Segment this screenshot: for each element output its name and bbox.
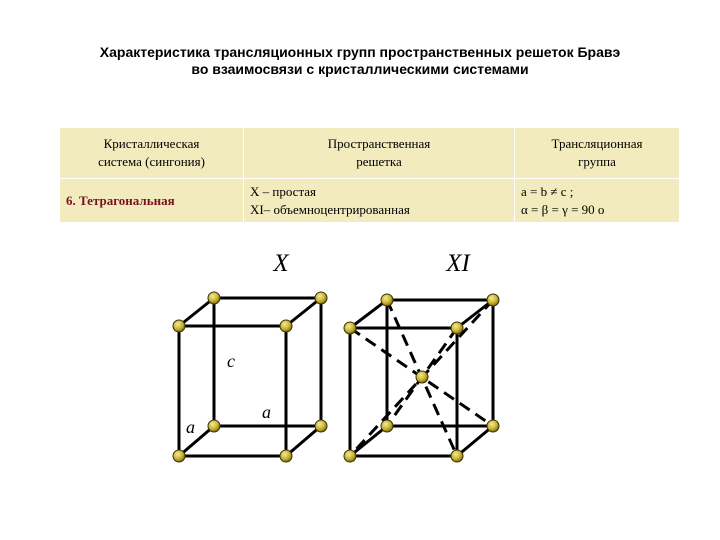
cell-edges-front (350, 328, 457, 456)
table-row (60, 179, 680, 223)
atom (487, 420, 499, 432)
title-line-1: Характеристика трансляционных групп пространственных решеток Бравэ (99, 44, 621, 60)
lattice-cell (244, 179, 515, 223)
edge-label-c: c (227, 351, 235, 371)
atom (173, 320, 185, 332)
atom (451, 450, 463, 462)
atom (208, 420, 220, 432)
group-angles: α = β = γ = 90 о (521, 201, 605, 217)
lattice-figures (0, 240, 720, 540)
cell-edges-front (179, 326, 286, 456)
edge-label-a-right: a (262, 402, 271, 422)
crystal-system-cell: 6. Тетрагональная (60, 179, 244, 223)
lattice-primitive: X – простая (250, 183, 317, 199)
simple-cell-atoms (173, 292, 327, 462)
simple-tetragonal-cell (179, 298, 321, 456)
atom (344, 450, 356, 462)
group-axes: a = b ≠ c ; (521, 183, 574, 199)
edge-labels (186, 351, 271, 437)
edge-label-a-left: a (186, 417, 195, 437)
atom (315, 292, 327, 304)
figure-label-x: X (273, 250, 289, 277)
center-atom (416, 371, 428, 383)
atom (280, 320, 292, 332)
slide-title (40, 44, 680, 78)
lattice-body-centered: XI– объемноцентрированная (250, 201, 410, 217)
atom (487, 294, 499, 306)
cell-edges-connect (179, 298, 321, 456)
header-space-lattice: Пространственная решетка (244, 128, 515, 179)
header-translation-group: Трансляционная группа (515, 128, 680, 179)
atom (344, 322, 356, 334)
atom (381, 294, 393, 306)
header-crystal-system: Кристаллическая система (сингония) (60, 128, 244, 179)
atom (208, 292, 220, 304)
table-header-row (60, 128, 680, 179)
figure-label-xi: XI (446, 250, 470, 277)
translation-group-cell (515, 179, 680, 223)
atom (451, 322, 463, 334)
atom (315, 420, 327, 432)
atom (381, 420, 393, 432)
title-line-2: во взаимосвязи с кристаллическими системами (191, 61, 529, 77)
atom (280, 450, 292, 462)
characteristics-table (59, 127, 680, 223)
cell-edges-hidden (179, 298, 321, 456)
atom (173, 450, 185, 462)
